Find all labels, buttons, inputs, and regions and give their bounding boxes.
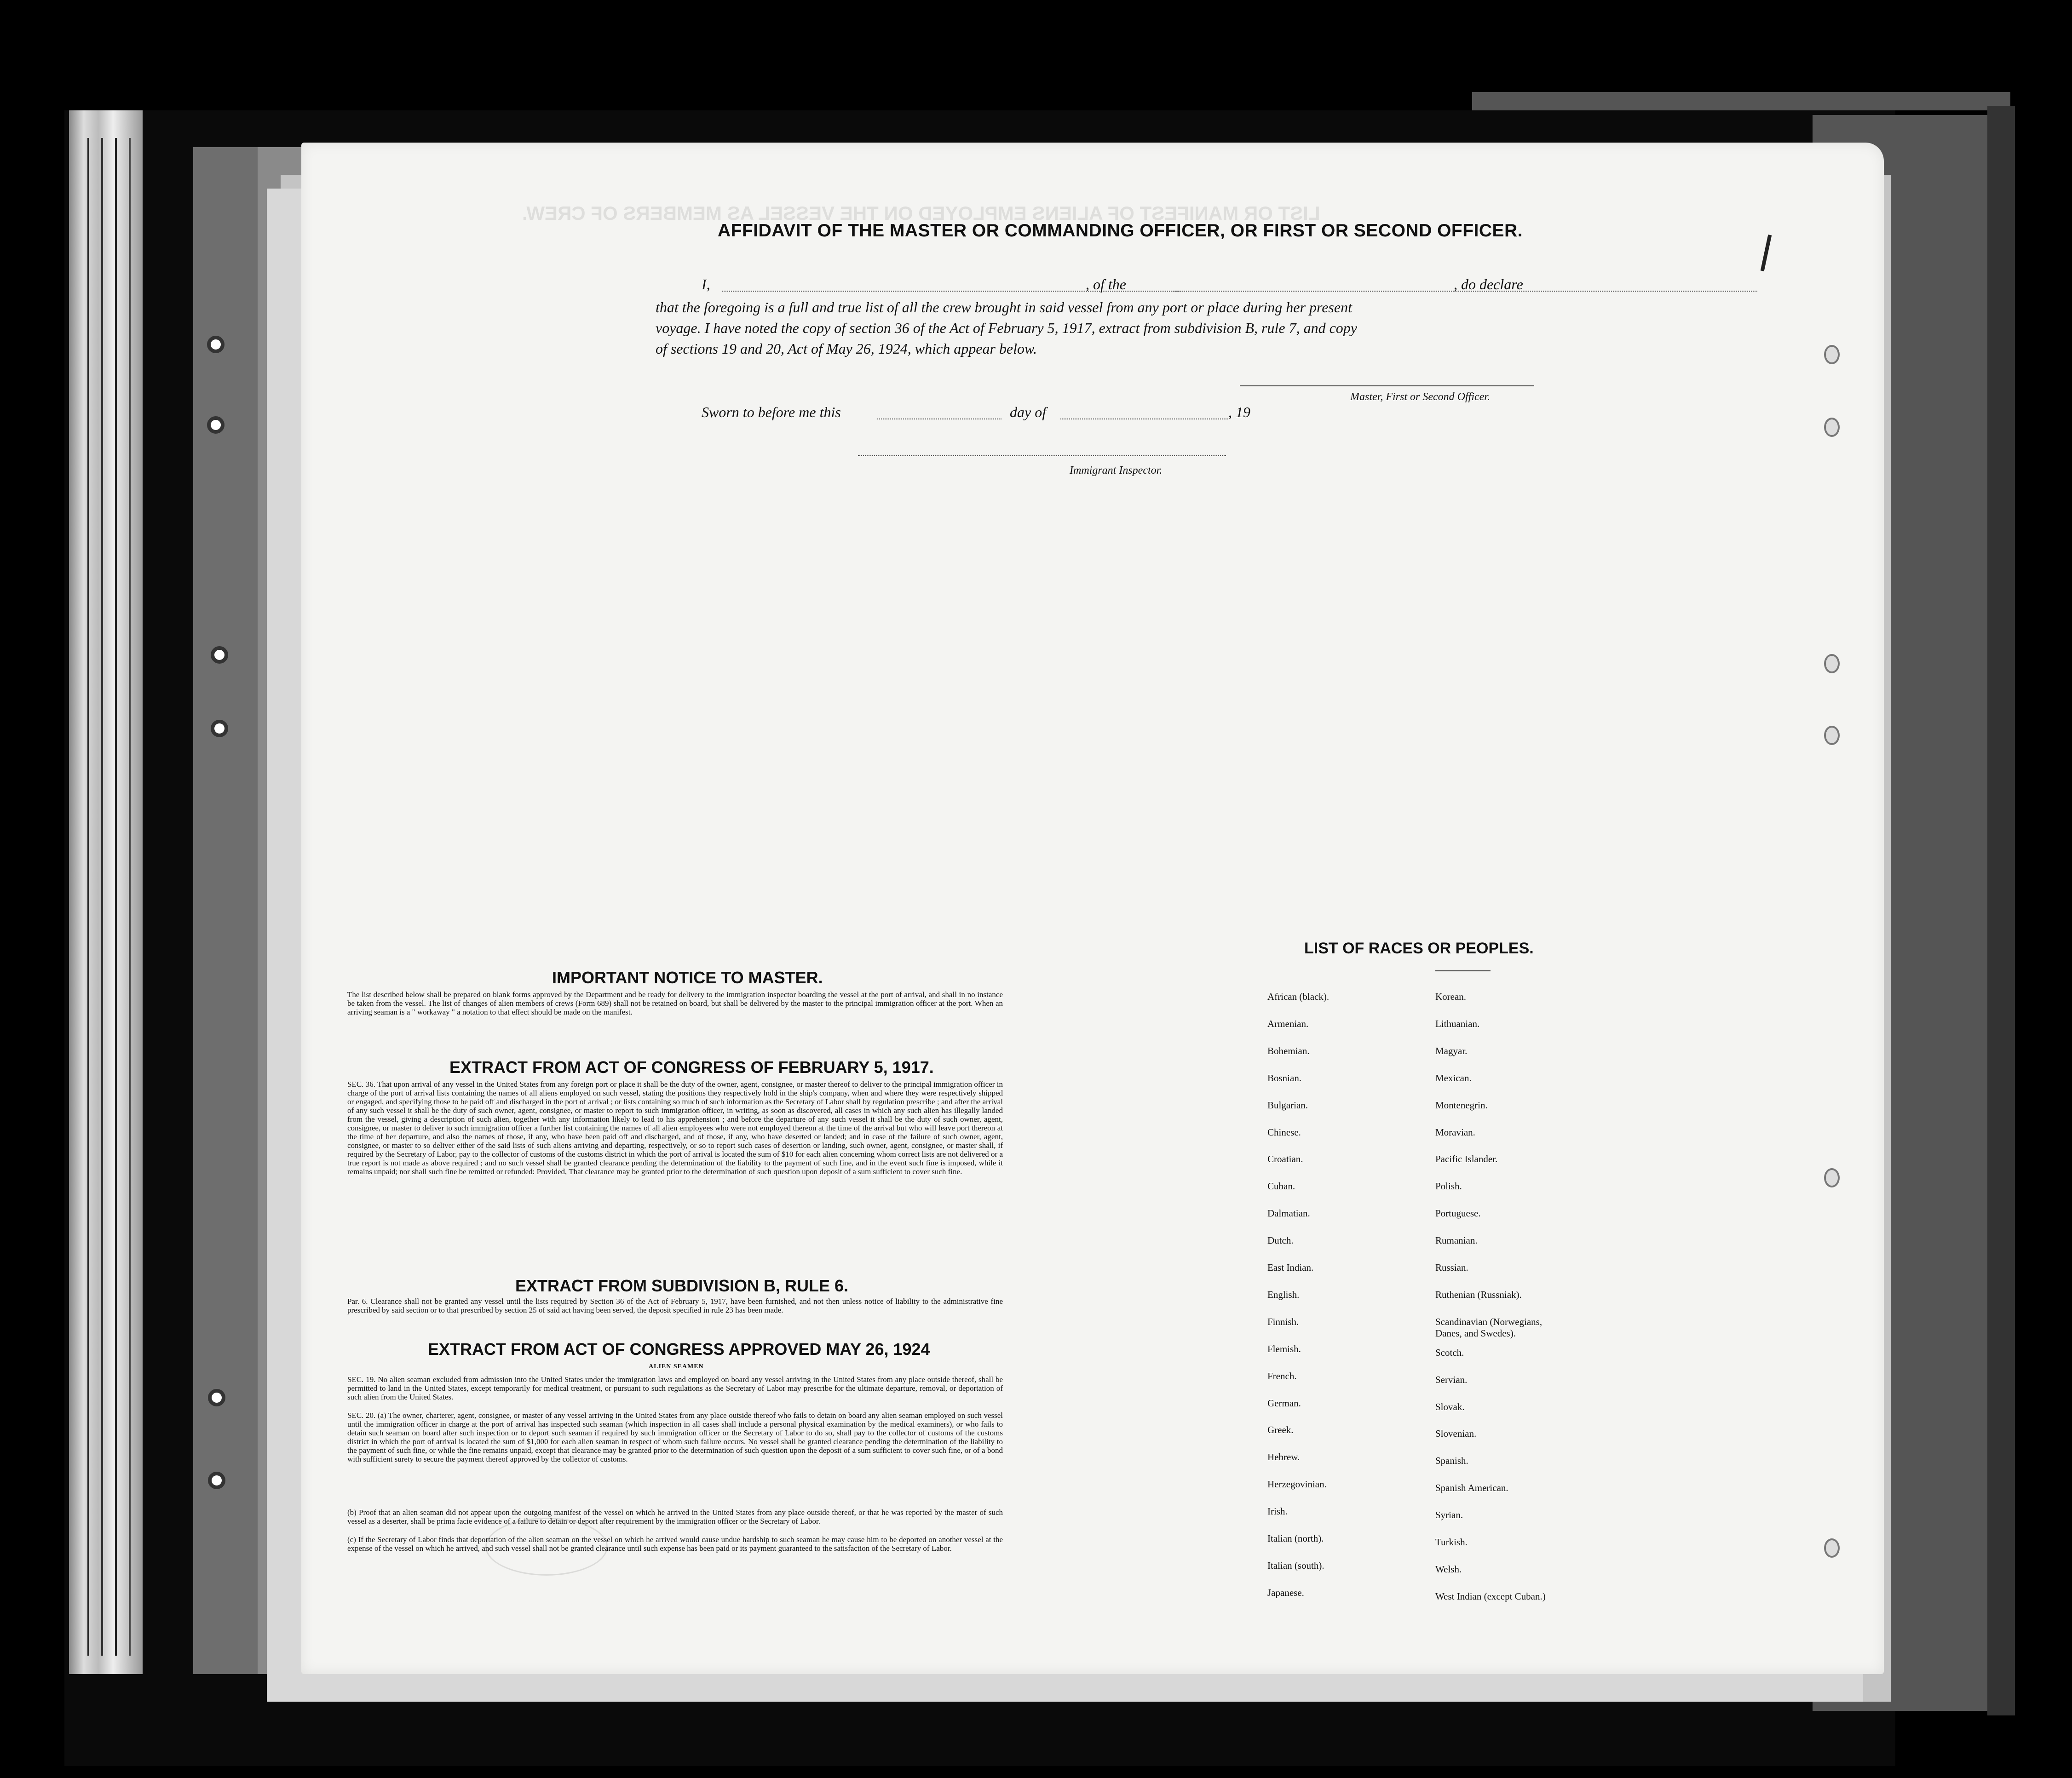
race-item: Cuban. (1267, 1181, 1295, 1192)
race-item: Flemish. (1267, 1343, 1301, 1354)
binder-hole-icon (211, 720, 228, 737)
race-item: Portuguese. (1435, 1208, 1481, 1219)
binder-hole-icon (211, 646, 228, 664)
race-item: Polish. (1435, 1181, 1462, 1192)
extract-1924-sec19: SEC. 19. No alien seaman excluded from admission into the United States under the immigration laws and employed on board any vessel arriving in the United States from any place outside thereof, shall be permitted to land in the United States, except temporarily for medical treatment, or pursuant to such regulations as the Secretary of Labor may prescribe for the ultimate departure, removal, or deportation of such alien from the United States. (347, 1375, 1003, 1401)
race-item: Montenegrin. (1435, 1099, 1488, 1111)
punch-hole-icon (1824, 654, 1840, 673)
race-item: Servian. (1435, 1374, 1468, 1385)
sworn-label: Sworn to before me this (702, 404, 841, 420)
race-item: Hebrew. (1267, 1451, 1300, 1463)
affidavit-form-sheet (301, 143, 1884, 1674)
left-page-stack (69, 110, 143, 1674)
race-item: French. (1267, 1370, 1297, 1382)
punch-hole-icon (1824, 1168, 1840, 1187)
race-item: Korean. (1435, 991, 1467, 1002)
extract-1924-sec20c: (c) If the Secretary of Labor finds that deportation of the alien seaman on the vessel on which he arrived would cause undue hardship to such seaman he may cause him to be deported on another vessel at the expense of the vessel on which he arrived, and such vessel shall not be granted clearance until such expense has been paid or its payment guaranteed to the satisfaction of the Secretary of Labor. (347, 1535, 1003, 1553)
race-item: Lithuanian. (1435, 1018, 1480, 1029)
binder-hole-icon (208, 1472, 225, 1489)
master-signature-label: Master, First or Second Officer. (1350, 391, 1490, 403)
race-item: Welsh. (1435, 1563, 1462, 1575)
race-item: Spanish. (1435, 1455, 1468, 1467)
race-item: Japanese. (1267, 1587, 1304, 1598)
race-item: English. (1267, 1289, 1300, 1300)
binder-hole-icon (208, 1389, 225, 1406)
punch-hole-icon (1824, 726, 1840, 745)
notice-body: The list described below shall be prepared on blank forms approved by the Department and be ready for delivery to the immigration inspector boarding the vessel at the port of arrival, and shall in no instance be taken from the vessel. The list of changes of alien members of crews (Form 689) shall not be retained on board, but shall be delivered by the master to the principal immigration officer at the port. When an arriving seaman is a " workaway " a notation to that effect should be made on the manifest. (347, 990, 1003, 1016)
back-page-edge-right-dark (1987, 106, 2015, 1715)
punch-hole-icon (1824, 345, 1840, 364)
race-item: Italian (north). (1267, 1533, 1324, 1544)
punch-hole-icon (1824, 418, 1840, 437)
extract-1917-title: EXTRACT FROM ACT OF CONGRESS OF FEBRUARY 5, 1917. (449, 1058, 934, 1077)
race-item: African (black). (1267, 991, 1330, 1002)
extract-1924-sec20b: (b) Proof that an alien seaman did not appear upon the outgoing manifest of the vessel on which he arrived in the United States from any place outside thereof, or that he was reported by the master of such vessel as a deserter, shall be prima facie evidence of a failure to detain or deport after requirement by the immigration officer or the Secretary of Labor. (347, 1508, 1003, 1526)
race-item: Russian. (1435, 1262, 1468, 1273)
race-item: Greek. (1267, 1424, 1294, 1436)
race-item: Finnish. (1267, 1316, 1299, 1327)
inspector-signature-line[interactable] (858, 455, 1226, 456)
race-item: Bosnian. (1267, 1072, 1302, 1084)
back-page-edge-top (1472, 92, 2010, 110)
extract-rule6-title: EXTRACT FROM SUBDIVISION B, RULE 6. (515, 1276, 849, 1295)
race-item: Scotch. (1435, 1347, 1464, 1358)
affidavit-text-line4: of sections 19 and 20, Act of May 26, 1924, which appear below. (656, 340, 1037, 357)
notice-title: IMPORTANT NOTICE TO MASTER. (552, 968, 823, 987)
race-item: Armenian. (1267, 1018, 1309, 1029)
race-item: Slovak. (1435, 1401, 1465, 1412)
binder-hole-icon (207, 416, 224, 434)
race-item: West Indian (except Cuban.) (1435, 1590, 1546, 1602)
extract-1917-body: SEC. 36. That upon arrival of any vessel in the United States from any foreign port or place it shall be the duty of the owner, agent, consignee, or master thereof to deliver to the principal immigration officer in charge of the port of arrival lists containing the names of all aliens employed on such vessel, stating the positions they respectively hold in the ship's company, when and where they were respectively shipped or engaged, and specifying those to be paid off and discharged in the port of arrival ; or lists containing so much of such information as the Secretary of Labor shall by regulation prescribe ; and after the arrival of any such vessel it shall be the duty of such owner, agent, consignee, or master to report to such immigration officer, in writing, as soon as discovered, all cases in which any such alien has illegally landed from the vessel, giving a description of such alien, together with any information likely to lead to his apprehension ; and before the departure of any such vessel it shall be the duty of such owner, agent, consignee, or master to deliver to such immigration officer a further list containing the names of all alien employees who were not employed thereon at the time of the arrival but who will leave port thereon at the time of her departure, and also the names of those, if any, who have been paid off and discharged, and of those, if any, who have deserted or landed; and in case of the failure of such owner, agent, consignee, or master to so deliver either of the said lists of such aliens arriving and departing, respectively, or so to report such cases of desertion or landing, such owner, agent, consignee, or master shall, if required by the Secretary of Labor, pay to the collector of customs of the customs district in which the port of arrival is located the sum of $10 for each alien concerning whom correct lists are not delivered or a true report is not made as above required ; and no such vessel shall be granted clearance pending the determination of the liability to the payment of such fine, and in the event such fine is imposed, while it remains unpaid; nor shall such fine be remitted or refunded: Provided, That clearance may be granted prior to the determination of such question upon deposit of a sum sufficient to cover such fine. (347, 1080, 1003, 1176)
race-item: Herzegovinian. (1267, 1479, 1327, 1490)
race-item: Ruthenian (Russniak). (1435, 1289, 1522, 1300)
affidavit-text-line3: voyage. I have noted the copy of section 36 of the Act of February 5, 1917, extract from subdivision B, rule 7, and copy (656, 320, 1357, 336)
race-item: Croatian. (1267, 1153, 1303, 1165)
day-of-label: day of (1010, 404, 1047, 420)
race-item: Syrian. (1435, 1509, 1463, 1521)
affidavit-declare-label: , do declare (1454, 276, 1523, 293)
bleed-through-heading: LIST OR MANIFEST OF ALIENS EMPLOYED ON THE VESSEL AS MEMBERS OF CREW. (522, 202, 1320, 224)
races-list-title: LIST OF RACES OR PEOPLES. (1304, 940, 1534, 957)
race-item: Chinese. (1267, 1126, 1301, 1138)
race-item: Spanish American. (1435, 1482, 1508, 1494)
race-item: Dutch. (1267, 1235, 1294, 1246)
race-item: Pacific Islander. (1435, 1153, 1498, 1165)
extract-1924-title: EXTRACT FROM ACT OF CONGRESS APPROVED MAY 26, 1924 (428, 1340, 930, 1359)
race-item: Moravian. (1435, 1126, 1475, 1138)
races-title-rule (1435, 970, 1491, 971)
pencil-mark (1761, 235, 1772, 271)
race-item: East Indian. (1267, 1262, 1314, 1273)
race-item: Bulgarian. (1267, 1099, 1308, 1111)
race-item: Irish. (1267, 1506, 1288, 1517)
alien-seamen-subtitle: ALIEN SEAMEN (649, 1363, 704, 1370)
race-item: Mexican. (1435, 1072, 1472, 1084)
race-item: German. (1267, 1397, 1301, 1409)
punch-hole-icon (1824, 1538, 1840, 1558)
affidavit-of-the-label: , of the (1086, 276, 1126, 293)
master-signature-line[interactable] (1240, 385, 1534, 386)
affidavit-i-label: I, (702, 276, 710, 293)
race-item: Slovenian. (1435, 1428, 1477, 1440)
race-item: Bohemian. (1267, 1045, 1310, 1056)
race-item: Scandinavian (Norwegians, Danes, and Swedes). (1435, 1316, 1542, 1339)
affidavit-title: AFFIDAVIT OF THE MASTER OR COMMANDING OFFICER, OR FIRST OR SECOND OFFICER. (718, 221, 1523, 241)
race-item: Dalmatian. (1267, 1208, 1310, 1219)
race-item: Magyar. (1435, 1045, 1468, 1056)
extract-rule6-body: Par. 6. Clearance shall not be granted any vessel until the lists required by Section 36 of the Act of February 5, 1917, have been furnished, and not then unless notice of liability to the administrative fine prescribed by said section or to that prescribed by section 25 of said act having been served, the deposit specified in rule 23 has been made. (347, 1297, 1003, 1314)
affidavit-text-line2: that the foregoing is a full and true list of all the crew brought in said vessel from any port or place during her present (656, 299, 1352, 315)
race-item: Turkish. (1435, 1537, 1468, 1548)
race-item: Italian (south). (1267, 1560, 1324, 1571)
binder-hole-icon (207, 336, 224, 353)
extract-1924-sec20a: SEC. 20. (a) The owner, charterer, agent, consignee, or master of any vessel arriving in the United States from any place outside thereof who fails to detain on board any alien seaman employed on such vessel until the immigration officer in charge at the port of arrival has inspected such seaman (which inspection in all cases shall include a personal physical examination by the medical examiners), or who fails to detain such seaman on board after such inspection or to deport such seaman if required by such immigration officer or the Secretary of Labor to do so, shall pay to the collector of customs of the customs district in which the port of arrival is located the sum of $1,000 for each alien seaman in respect of whom such failure occurs. No vessel shall be granted clearance pending the determination of the liability to the payment of such fine, or while the fine remains unpaid, except that clearance may be granted prior to the determination of such question upon the deposit of a sum sufficient to cover such fine, or of a bond with sufficient surety to secure the payment thereof approved by the collector of customs. (347, 1411, 1003, 1463)
inspector-label: Immigrant Inspector. (1070, 465, 1163, 476)
race-item: Rumanian. (1435, 1235, 1478, 1246)
year-label: , 19 (1228, 404, 1250, 420)
